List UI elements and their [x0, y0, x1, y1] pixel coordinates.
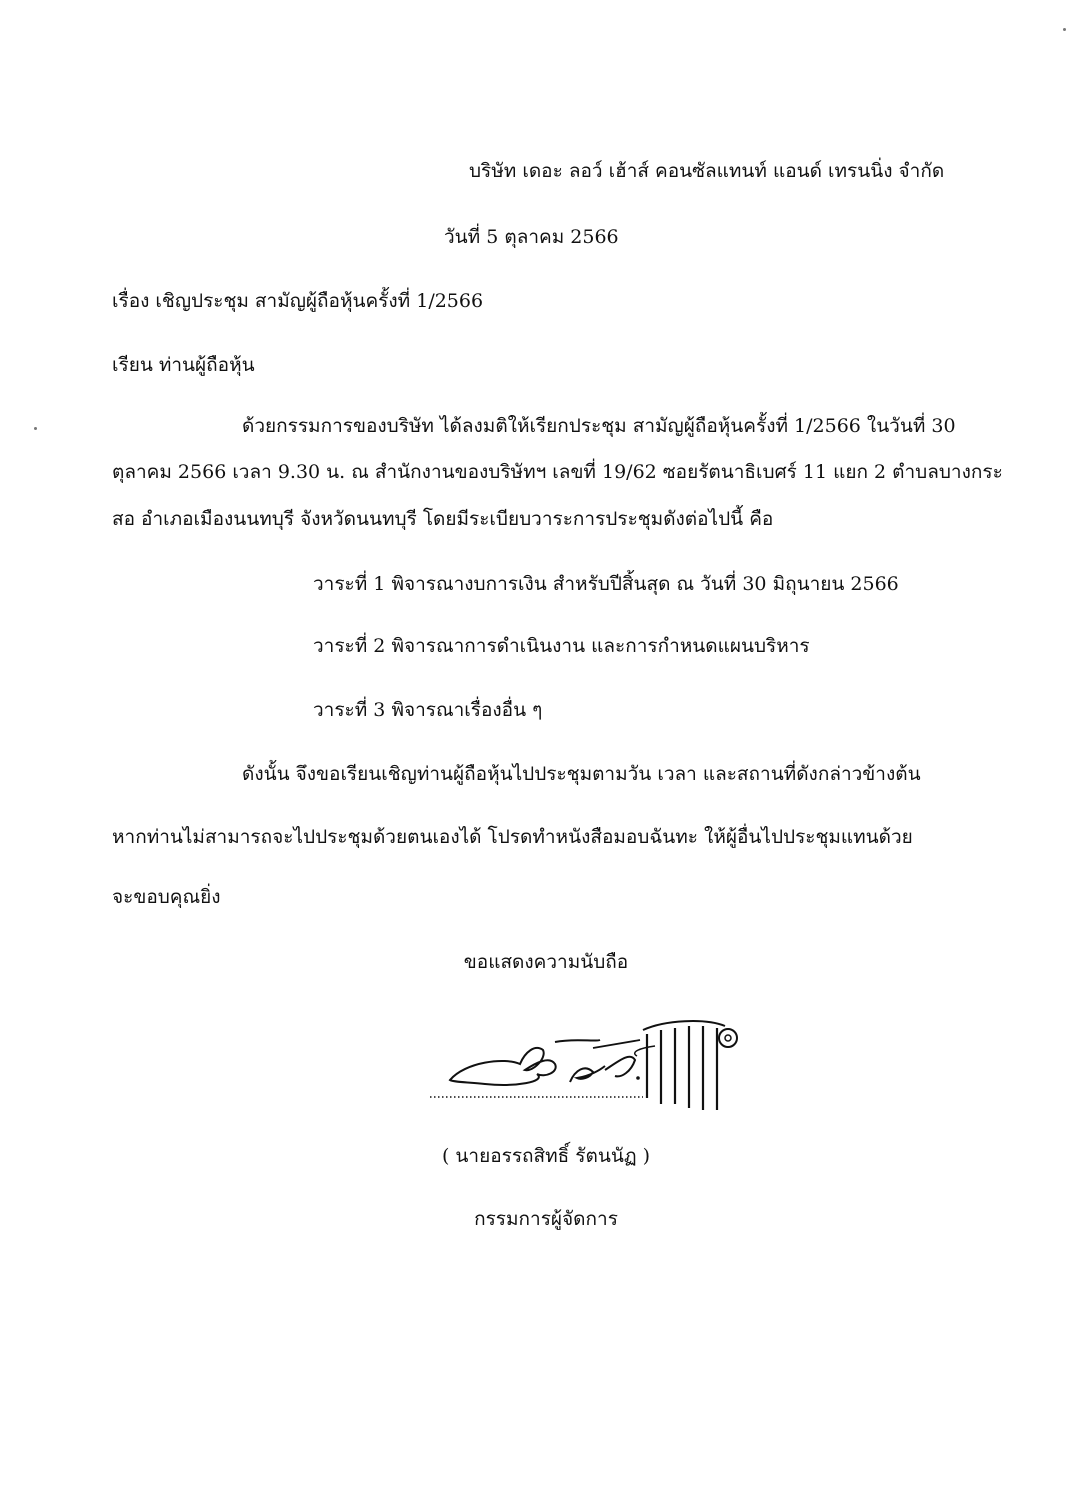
signature-block	[425, 1012, 755, 1117]
letter-salutation: เรียน ท่านผู้ถือหุ้น	[112, 354, 255, 376]
agenda-item-3: วาระที่ 3 พิจารณาเรื่องอื่น ๆ	[313, 699, 543, 721]
letter-date: วันที่ 5 ตุลาคม 2566	[444, 226, 619, 248]
body-paragraph-1-line-3: สอ อำเภอเมืองนนทบุรี จังหวัดนนทบุรี โดยมีระเบียบวาระการประชุมดังต่อไปนี้ คือ	[112, 508, 774, 530]
signer-title: กรรมการผู้จัดการ	[474, 1208, 618, 1230]
signer-name: ( นายอรรถสิทธิ์ รัตนนัฏ )	[441, 1145, 651, 1167]
scan-speck	[34, 427, 37, 430]
body-paragraph-2-line-2: หากท่านไม่สามารถจะไปประชุมด้วยตนเองได้ โปรดทำหนังสือมอบฉันทะ ให้ผู้อื่นไปประชุมแทนด้วย	[112, 826, 913, 848]
letter-subject: เรื่อง เชิญประชุม สามัญผู้ถือหุ้นครั้งที่ 1/2566	[112, 290, 484, 312]
handwritten-signature	[425, 1012, 755, 1117]
body-paragraph-1-line-2: ตุลาคม 2566 เวลา 9.30 น. ณ สำนักงานของบริษัทฯ เลขที่ 19/62 ซอยรัตนาธิเบศร์ 11 แยก 2 ตำบลบางกระ	[112, 461, 1003, 483]
letter-closing: ขอแสดงความนับถือ	[463, 951, 629, 973]
body-paragraph-1-line-1: ด้วยกรรมการของบริษัท ได้ลงมติให้เรียกประชุม สามัญผู้ถือหุ้นครั้งที่ 1/2566 ในวันที่ 30	[242, 415, 956, 437]
agenda-item-1: วาระที่ 1 พิจารณางบการเงิน สำหรับปีสิ้นสุด ณ วันที่ 30 มิถุนายน 2566	[313, 573, 899, 595]
company-name: บริษัท เดอะ ลอว์ เฮ้าส์ คอนซัลแทนท์ แอนด์ เทรนนิ่ง จำกัด	[469, 160, 945, 182]
body-paragraph-2-line-3: จะขอบคุณยิ่ง	[112, 886, 221, 908]
scan-speck	[1063, 28, 1066, 31]
agenda-item-2: วาระที่ 2 พิจารณาการดำเนินงาน และการกำหนดแผนบริหาร	[313, 635, 810, 657]
body-paragraph-2-line-1: ดังนั้น จึงขอเรียนเชิญท่านผู้ถือหุ้นไปประชุมตามวัน เวลา และสถานที่ดังกล่าวข้างต้น	[242, 763, 921, 785]
